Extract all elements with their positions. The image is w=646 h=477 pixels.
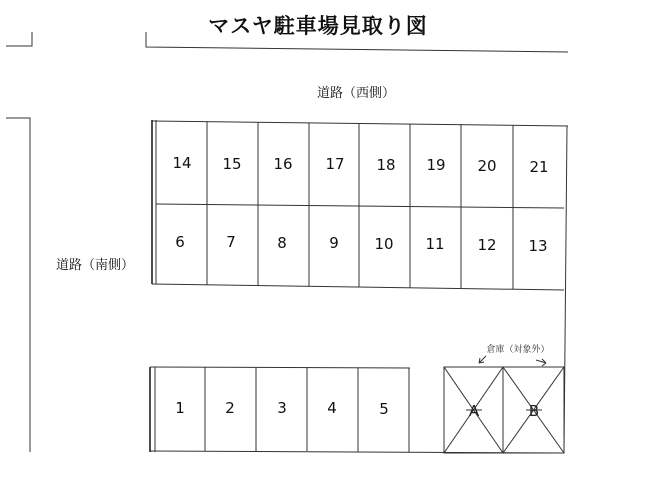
lower-parking-block [150, 367, 564, 453]
garage-excluded [444, 367, 564, 453]
space-21: 21 [529, 158, 549, 176]
space-9: 9 [329, 234, 339, 252]
note-arrows [479, 356, 546, 366]
garage-bay-a: A [468, 402, 480, 420]
space-19: 19 [426, 156, 446, 174]
space-13: 13 [528, 237, 548, 255]
space-5: 5 [379, 400, 389, 418]
top-row-spaces [172, 154, 548, 176]
space-16: 16 [273, 155, 293, 173]
map-title: マスヤ駐車場見取り図 [208, 14, 428, 38]
space-6: 6 [175, 233, 185, 251]
road-label-south: 道路（南側） [55, 258, 135, 273]
space-20: 20 [477, 157, 497, 175]
space-1: 1 [175, 399, 185, 417]
space-2: 2 [225, 399, 235, 417]
space-11: 11 [425, 235, 445, 253]
space-3: 3 [277, 399, 287, 417]
space-15: 15 [222, 155, 242, 173]
upper-parking-block [152, 120, 568, 452]
space-14: 14 [172, 154, 192, 172]
road-label-west: 道路（西側） [316, 86, 396, 101]
space-18: 18 [376, 156, 396, 174]
middle-row-spaces [175, 233, 547, 255]
space-10: 10 [374, 235, 394, 253]
garage-bay-b: B [528, 402, 540, 420]
space-4: 4 [327, 399, 337, 417]
space-12: 12 [477, 236, 497, 254]
space-7: 7 [226, 233, 236, 251]
space-17: 17 [325, 155, 345, 173]
bottom-row-spaces [175, 399, 389, 418]
garage-note: 倉庫（対象外） [486, 345, 550, 355]
space-8: 8 [277, 234, 287, 252]
